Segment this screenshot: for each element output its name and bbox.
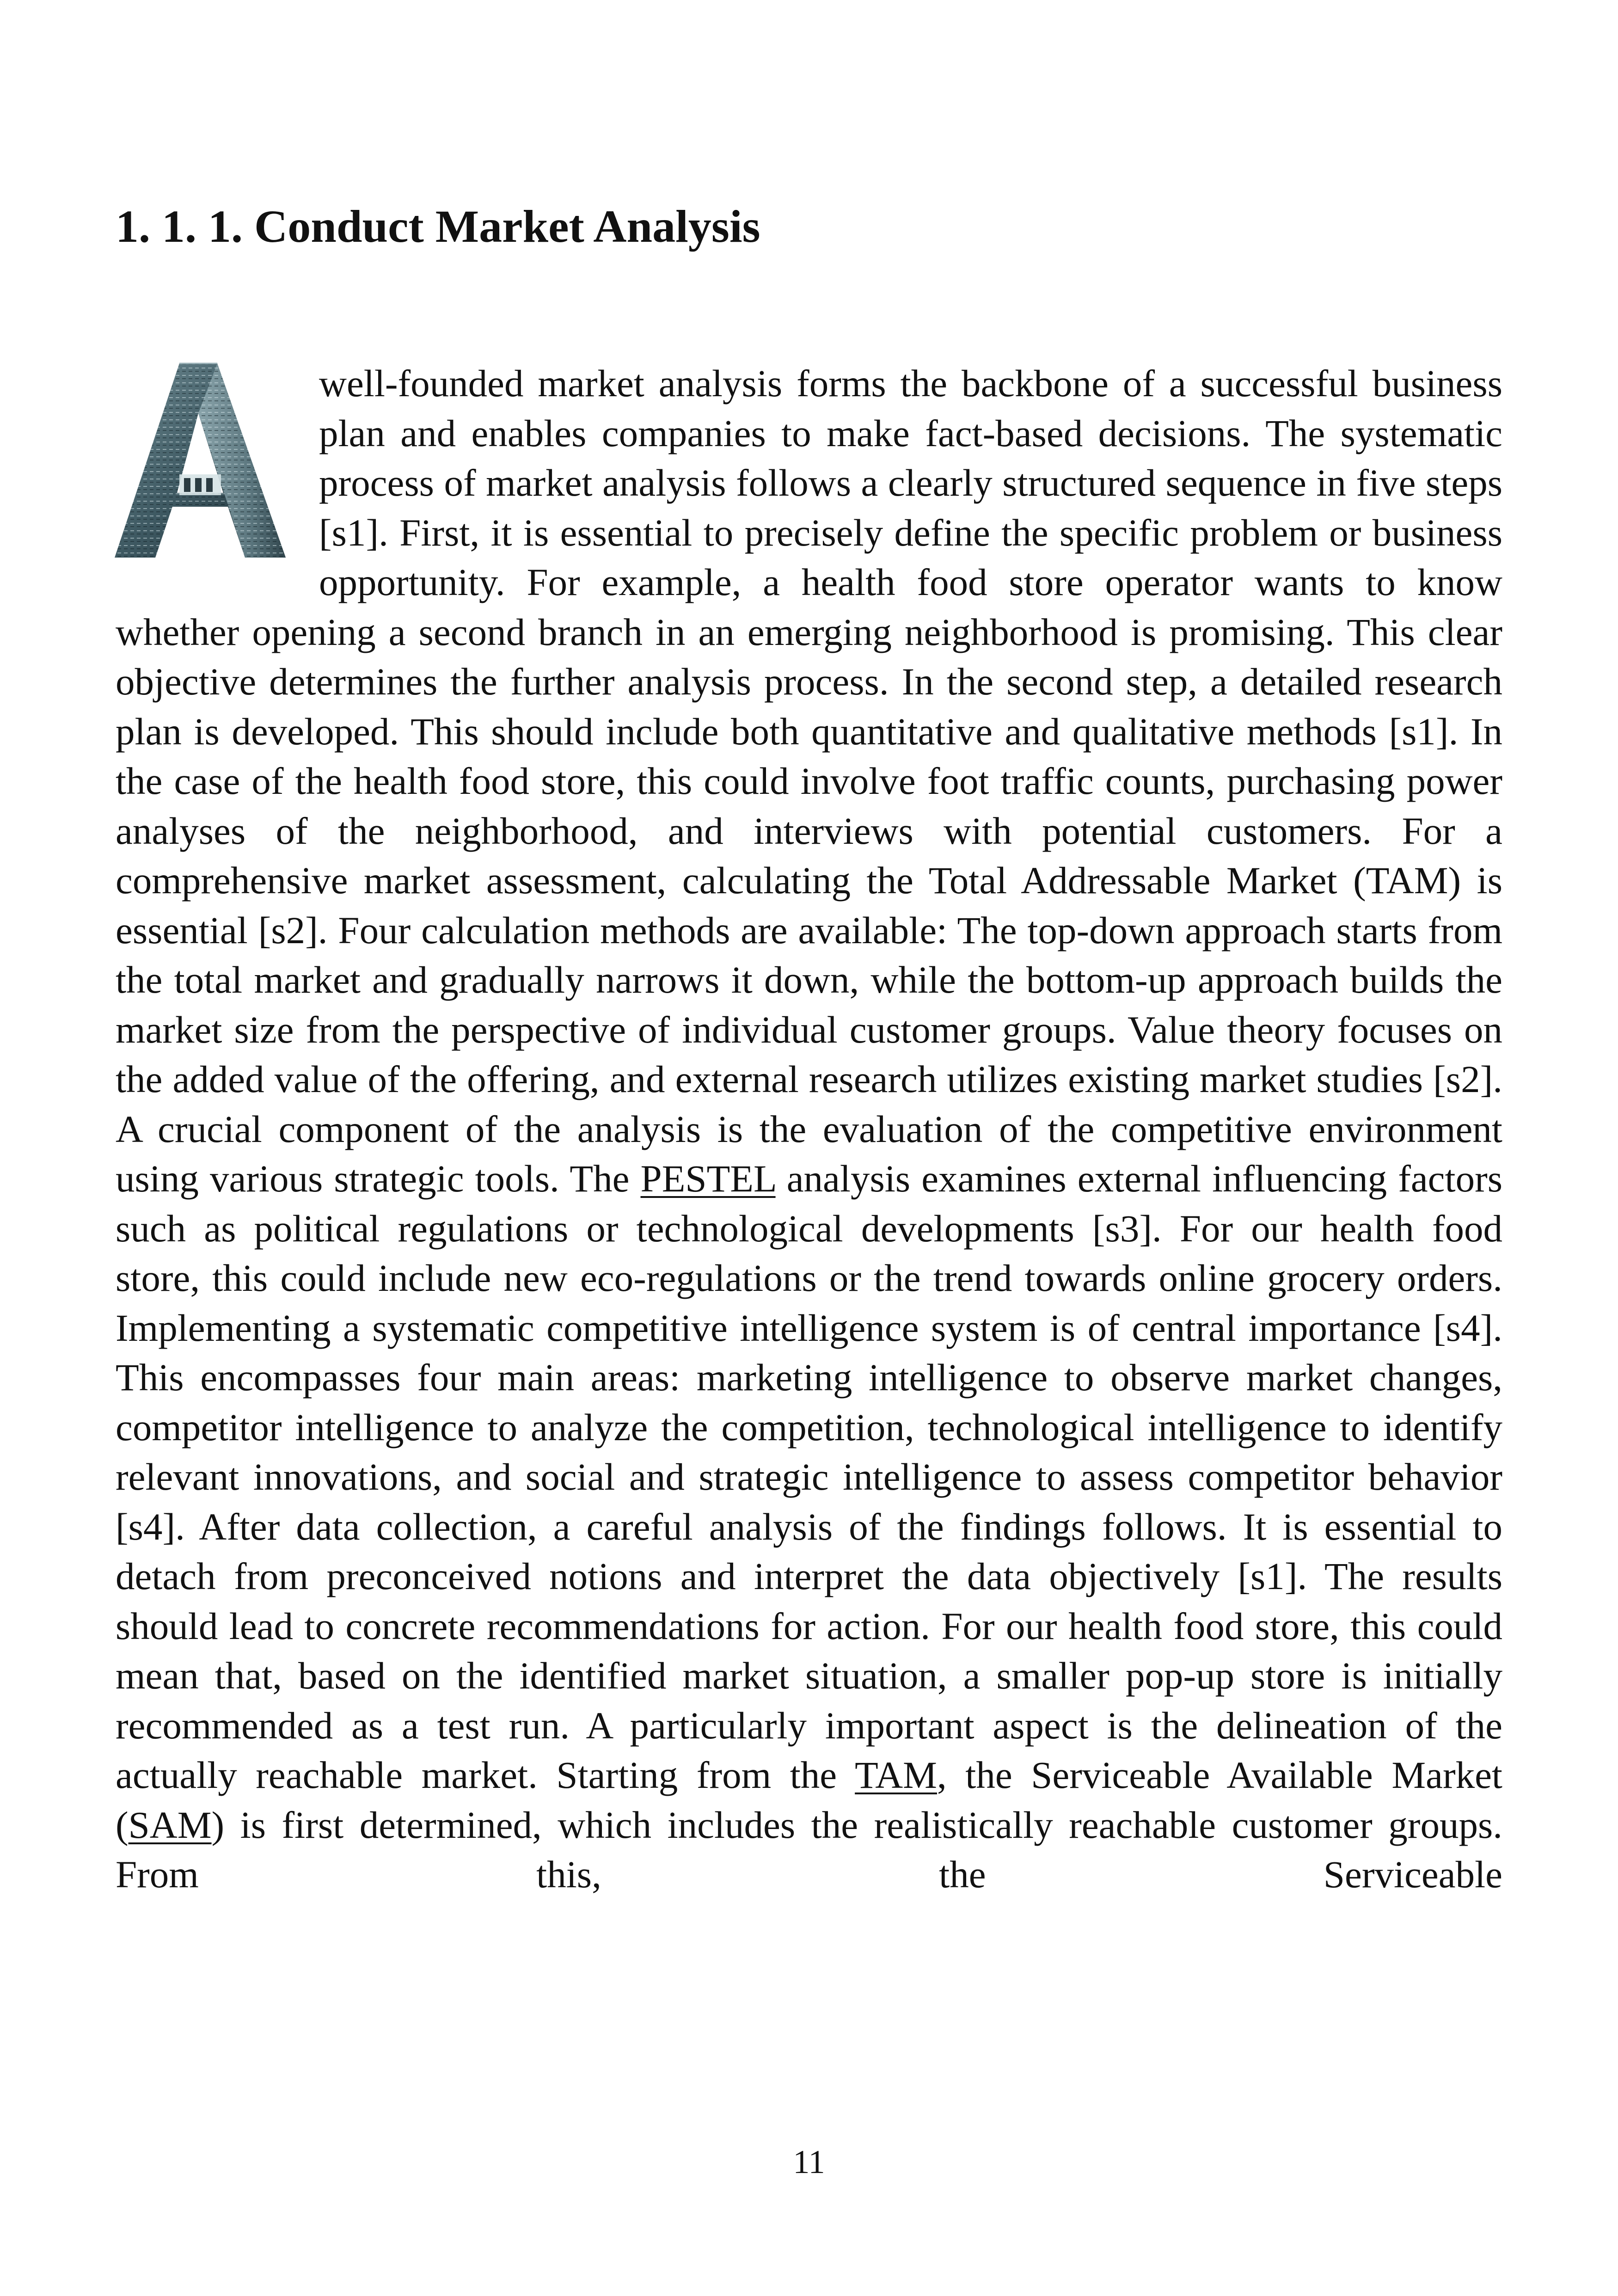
- dropcap-letter-a: [110, 359, 290, 562]
- body-text-run: analysis examines external influencing factors such as political regulations or technological developments [s3]. For our health food store, this could include new eco-regulations or the trend towards online grocery orders. Implementing a systematic competitive intelligence system is of central importance [s4]. This encompasses four main areas: marketing intelligence to observe market changes, competitor intelligence to analyze the competition, technological intelligence to identify relevant innovations, and social and strategic intelligence to assess competitor behavior [s4]. After data collection, a careful analysis of the findings follows. It is essential to detach from preconceived notions and interpret the data objectively [s1]. The results should lead to concrete recommendations for action. For our health food store, this could mean that, based on the identified market situation, a smaller pop-up store is initially recommended as a test run. A particularly important aspect is the delineation of the actually reachable market. Starting from the: [116, 1157, 1503, 1796]
- body-paragraph: [116, 359, 1502, 1900]
- section-heading: 1. 1. 1. Conduct Market Analysis: [116, 201, 760, 252]
- tam-link[interactable]: TAM: [855, 1754, 937, 1796]
- body-text-run: , the Serviceable Available Market (: [116, 1754, 1502, 1846]
- page-number: 11: [793, 2143, 825, 2180]
- body-text-run: ) is first determined, which includes the realistically reachable customer groups. From this, the Serviceable: [116, 1803, 1502, 1896]
- body-text-run: well-founded market analysis forms the backbone of a successful business plan and enables companies to make fact-based decisions. The systematic process of market analysis follows a clearly structured sequence in five steps [s1]. First, it is essential to precisely define the specific problem or business opportunity. For example, a health food store operator wants to know whether opening a second branch in an emerging neighborhood is promising. This clear objective determines the further analysis process. In the second step, a detailed research plan is developed. This should include both quantitative and qualitative methods [s1]. In the case of the health food store, this could involve foot traffic counts, purchasing power analyses of the neighborhood, and interviews with potential customers. For a comprehensive market assessment, calculating the Total Addressable Market (TAM) is essential [s2]. Four calculation methods are available: The top-down approach starts from the total market and gradually narrows it down, while the bottom-up approach builds the market size from the perspective of individual customer groups. Value theory focuses on the added value of the offering, and external research utilizes existing market studies [s2]. A crucial component of the analysis is the evaluation of the competitive environment using various strategic tools. The: [116, 362, 1502, 1200]
- pestel-link[interactable]: PESTEL: [640, 1157, 776, 1200]
- sam-link[interactable]: SAM: [128, 1803, 212, 1846]
